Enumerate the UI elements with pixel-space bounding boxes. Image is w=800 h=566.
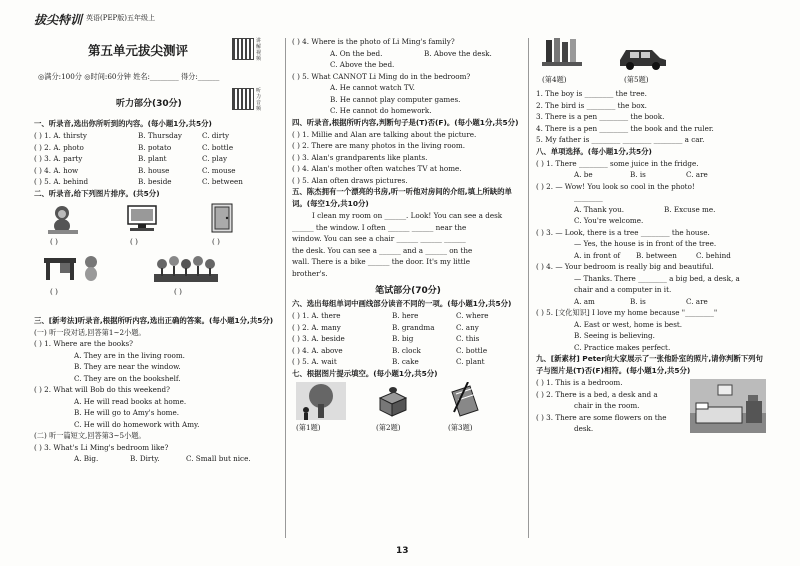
option: B. plant bbox=[138, 154, 167, 163]
option: ( ) 3. A. beside bbox=[292, 334, 345, 343]
option: B. Dirty. bbox=[130, 454, 160, 463]
option: B. here bbox=[392, 311, 419, 320]
qr-label-video: 讲解视频 bbox=[256, 38, 262, 62]
options-row bbox=[34, 176, 280, 188]
passage-line: wall. There is a bike ______ the door. It's my little bbox=[292, 257, 471, 266]
column-2 bbox=[292, 36, 524, 438]
options-row bbox=[34, 130, 280, 142]
statement: ( ) 1. Millie and Alan are talking about the picture. bbox=[292, 129, 477, 139]
column-divider bbox=[285, 38, 286, 538]
question: ( ) 5. What CANNOT Li Ming do in the bedroom? bbox=[292, 71, 471, 81]
option: B. Excuse me. bbox=[664, 204, 716, 214]
option: C. are bbox=[686, 170, 708, 179]
answer-paren: ( ) bbox=[50, 286, 58, 296]
options-row bbox=[536, 169, 768, 181]
question: ( ) 4. — Your bedroom is really big and beautiful. bbox=[536, 262, 714, 271]
qr-label-audio: 听力音频 bbox=[256, 88, 262, 112]
option: A. Thank you. bbox=[574, 204, 625, 214]
options-row bbox=[536, 204, 768, 216]
column-divider bbox=[528, 38, 529, 538]
fill-in-sentence: 4. There is a pen ________ the book and the ruler. bbox=[536, 123, 714, 133]
options-row bbox=[34, 153, 280, 165]
option: B. potato bbox=[138, 142, 172, 152]
passage-line: ______ the window. I often ______ ______ near the bbox=[292, 222, 467, 232]
statement: ( ) 3. There are some flowers on the bbox=[536, 412, 667, 422]
section-9-rows bbox=[536, 377, 686, 435]
question-line: chair and a computer in it. bbox=[574, 285, 672, 294]
option: ( ) 4. A. above bbox=[292, 345, 343, 355]
option: B. Thursday bbox=[138, 131, 182, 140]
option: ( ) 2. A. many bbox=[292, 322, 341, 332]
statement: ( ) 2. There is a bed, a desk and a bbox=[536, 389, 658, 399]
statement: ( ) 2. There are many photos in the living room. bbox=[292, 141, 465, 150]
option: C. are bbox=[686, 296, 708, 306]
question-line: — Yes, the house is in front of the tree. bbox=[574, 239, 717, 248]
section-6-rows bbox=[292, 310, 524, 368]
option: C. He cannot do homework. bbox=[330, 106, 432, 115]
picture-caption: (第4题) bbox=[542, 75, 567, 84]
option: ( ) 2. A. photo bbox=[34, 142, 84, 152]
section-3-heading: 三、[新考法]听录音,根据所听内容,选出正确的答案。(每小题1分,共5分) bbox=[34, 315, 274, 325]
car-picture bbox=[616, 40, 668, 70]
statement: ( ) 5. Alan often draws pictures. bbox=[292, 175, 408, 185]
option: C. mouse bbox=[202, 165, 236, 175]
page-title: 第五单元拔尖测评 bbox=[88, 43, 189, 58]
column-3 bbox=[536, 36, 768, 435]
tree-boy-picture bbox=[296, 382, 346, 420]
option: A. am bbox=[574, 296, 595, 306]
computer-picture bbox=[124, 204, 162, 234]
answer-paren: ( ) bbox=[212, 236, 220, 246]
books-ruler-picture bbox=[542, 36, 582, 72]
options-row bbox=[292, 333, 524, 345]
listening-title: 听力部分(30分) bbox=[116, 99, 182, 109]
option: B. Seeing is believing. bbox=[574, 331, 655, 340]
options-row bbox=[292, 48, 524, 60]
part-1-instruction: (一) 听一段对话,回答第1~2小题。 bbox=[34, 327, 146, 337]
section-5-heading: 五、陈杰拥有一个漂亮的书房,听一听他对房间的介绍,填上所缺的单词。(每空1分,共10分) bbox=[292, 187, 512, 208]
option: C. Small but nice. bbox=[186, 454, 251, 463]
options-row bbox=[536, 296, 768, 308]
answer-paren: ( ) bbox=[50, 236, 58, 246]
picture-caption: (第2题) bbox=[376, 422, 401, 432]
door-picture bbox=[208, 202, 238, 234]
answer-paren: ( ) bbox=[174, 286, 182, 296]
option: C. Above the bed. bbox=[330, 60, 395, 69]
option: B. beside bbox=[138, 177, 172, 186]
part-2-instruction: (二) 听一篇短文,回答第3~5小题。 bbox=[34, 431, 146, 440]
page-number: 13 bbox=[396, 546, 409, 556]
section-8-heading: 八、单项选择。(每小题1分,共5分) bbox=[536, 146, 652, 156]
exam-meta: ◎满分:100分 ◎时间:60分钟 姓名:________ 得分:______ bbox=[38, 72, 220, 81]
option: C. between bbox=[202, 177, 243, 186]
section-7-rows bbox=[536, 88, 768, 146]
answer-paren: ( ) bbox=[130, 236, 138, 246]
section-9-body bbox=[536, 377, 768, 435]
box-bird-picture bbox=[376, 384, 410, 418]
option: B. clock bbox=[392, 345, 421, 355]
option: ( ) 5. A. wait bbox=[292, 357, 337, 366]
option: ( ) 1. A. thirsty bbox=[34, 131, 87, 140]
option: B. big bbox=[392, 334, 414, 343]
column-1 bbox=[34, 118, 280, 465]
options-row bbox=[34, 165, 280, 177]
qr-code-video bbox=[232, 38, 254, 60]
options-row bbox=[292, 310, 524, 322]
options-row bbox=[292, 345, 524, 357]
section-1-rows bbox=[34, 130, 280, 188]
fill-in-sentence: 1. The boy is ________ the tree. bbox=[536, 89, 647, 98]
options-row bbox=[34, 142, 280, 154]
section-7-heading: 七、根据图片提示填空。(每小题1分,共5分) bbox=[292, 368, 438, 378]
option: B. He cannot play computer games. bbox=[330, 94, 461, 104]
fill-in-sentence: 5. My father is ________ ________ ________ a car. bbox=[536, 135, 705, 144]
question-line: — Thanks. There ________ a big bed, a desk, a bbox=[574, 273, 740, 283]
option: A. Big. bbox=[74, 454, 99, 463]
option: C. bottle bbox=[202, 142, 234, 152]
option: A. On the bed. bbox=[330, 48, 383, 58]
bedroom-photo bbox=[690, 379, 766, 433]
statement: ( ) 1. This is a bedroom. bbox=[536, 378, 623, 387]
options-row bbox=[34, 453, 280, 465]
option: ( ) 4. A. how bbox=[34, 165, 79, 175]
option: C. He will do homework with Amy. bbox=[74, 419, 200, 429]
monkey-picture bbox=[46, 204, 80, 234]
section-1-heading: 一、听录音,选出你所听到的内容。(每小题1分,共5分) bbox=[34, 119, 212, 128]
fill-in-sentence: 2. The bird is ________ the box. bbox=[536, 100, 647, 110]
passage-line: I clean my room on ______. Look! You can see a desk bbox=[312, 211, 503, 220]
qr-code-audio bbox=[232, 88, 254, 110]
picture-caption: (第1题) bbox=[296, 422, 321, 432]
section-4-rows bbox=[292, 129, 524, 187]
option: C. plant bbox=[456, 357, 485, 366]
options-row bbox=[536, 250, 768, 262]
option: B. house bbox=[138, 165, 170, 175]
option: C. dirty bbox=[202, 131, 230, 140]
flowers-picture bbox=[154, 252, 218, 282]
section-6-heading: 六、选出每组单词中画线部分读音不同的一项。(每小题1分,共5分) bbox=[292, 299, 512, 308]
section-2-heading: 二、听录音,给下列图片排序。(共5分) bbox=[34, 188, 160, 198]
option: C. You're welcome. bbox=[574, 216, 644, 225]
picture-caption: (第5题) bbox=[624, 75, 649, 84]
option: C. this bbox=[456, 334, 480, 343]
section-2-pictures bbox=[34, 200, 280, 315]
option: B. They are near the window. bbox=[74, 362, 181, 371]
passage-line: window. You can see a chair ______ ______ ______ bbox=[292, 234, 466, 243]
options-row bbox=[292, 356, 524, 368]
section-7-pictures bbox=[292, 380, 524, 438]
option: B. between bbox=[636, 250, 677, 260]
option: C. any bbox=[456, 322, 479, 332]
statement: ( ) 4. Alan's mother often watches TV at home. bbox=[292, 164, 462, 173]
statement: chair in the room. bbox=[574, 401, 640, 410]
question: ( ) 1. There ________ some juice in the fridge. bbox=[536, 158, 699, 168]
animal-picture bbox=[82, 254, 100, 282]
option: B. He will go to Amy's home. bbox=[74, 408, 180, 417]
passage-line: the desk. You can see a ______ and a ______ on the bbox=[292, 245, 473, 255]
option: C. They are on the bookshelf. bbox=[74, 373, 181, 383]
picture-caption: (第3题) bbox=[448, 422, 473, 432]
question: ( ) 2. What will Bob do this weekend? bbox=[34, 385, 170, 394]
desk-picture bbox=[42, 252, 78, 282]
brand-subtitle: 英语(PEP版)五年级上 bbox=[86, 14, 155, 22]
option: B. cake bbox=[392, 357, 419, 366]
option: B. is bbox=[630, 296, 646, 306]
option: C. play bbox=[202, 154, 228, 163]
option: ( ) 3. A. party bbox=[34, 154, 83, 163]
option: A. East or west, home is best. bbox=[574, 319, 683, 329]
option: C. where bbox=[456, 311, 489, 320]
question: ( ) 3. What's Li Ming's bedroom like? bbox=[34, 442, 169, 452]
book-pen-picture bbox=[448, 382, 482, 418]
question: ( ) 2. — Wow! You look so cool in the photo! bbox=[536, 181, 695, 191]
section-9-heading: 九、[新素材] Peter向大家展示了一张他卧室的照片,请你判断下列句子与图片是(T)否(F)相符。(每小题1分,共5分) bbox=[536, 354, 763, 375]
section-5-passage bbox=[292, 210, 524, 279]
option: A. They are in the living room. bbox=[74, 350, 185, 360]
options-row bbox=[292, 322, 524, 334]
option: C. Practice makes perfect. bbox=[574, 342, 671, 352]
question: ( ) 3. — Look, there is a tree ________ the house. bbox=[536, 227, 710, 237]
option: A. in front of bbox=[574, 250, 621, 260]
option: A. He will read books at home. bbox=[74, 396, 187, 406]
brand-logo: 拔尖特训 bbox=[34, 13, 83, 27]
option: A. He cannot watch TV. bbox=[330, 83, 415, 92]
statement: desk. bbox=[574, 424, 594, 433]
question: ( ) 1. Where are the books? bbox=[34, 339, 134, 348]
option: ( ) 1. A. there bbox=[292, 311, 341, 320]
answer-blank: ________ bbox=[574, 193, 603, 202]
fill-in-sentence: 3. There is a pen ________ the book. bbox=[536, 112, 665, 121]
section-4-heading: 四、听录音,根据所听内容,判断句子是(T)否(F)。(每小题1分,共5分) bbox=[292, 117, 519, 127]
question: ( ) 4. Where is the photo of Li Ming's family? bbox=[292, 37, 455, 46]
option: B. Above the desk. bbox=[424, 48, 492, 58]
passage-line: brother's. bbox=[292, 268, 328, 278]
option: B. is bbox=[630, 170, 646, 179]
option: C. bottle bbox=[456, 345, 488, 355]
written-title: 笔试部分(70分) bbox=[375, 286, 441, 296]
option: B. grandma bbox=[392, 322, 435, 332]
option: C. behind bbox=[696, 250, 731, 260]
section-7-pictures-2 bbox=[536, 36, 768, 88]
question: ( ) 5. [文化知识] I love my home because "________" bbox=[536, 308, 718, 317]
option: A. be bbox=[574, 170, 593, 179]
statement: ( ) 3. Alan's grandparents like plants. bbox=[292, 152, 428, 162]
option: ( ) 5. A. behind bbox=[34, 177, 89, 186]
